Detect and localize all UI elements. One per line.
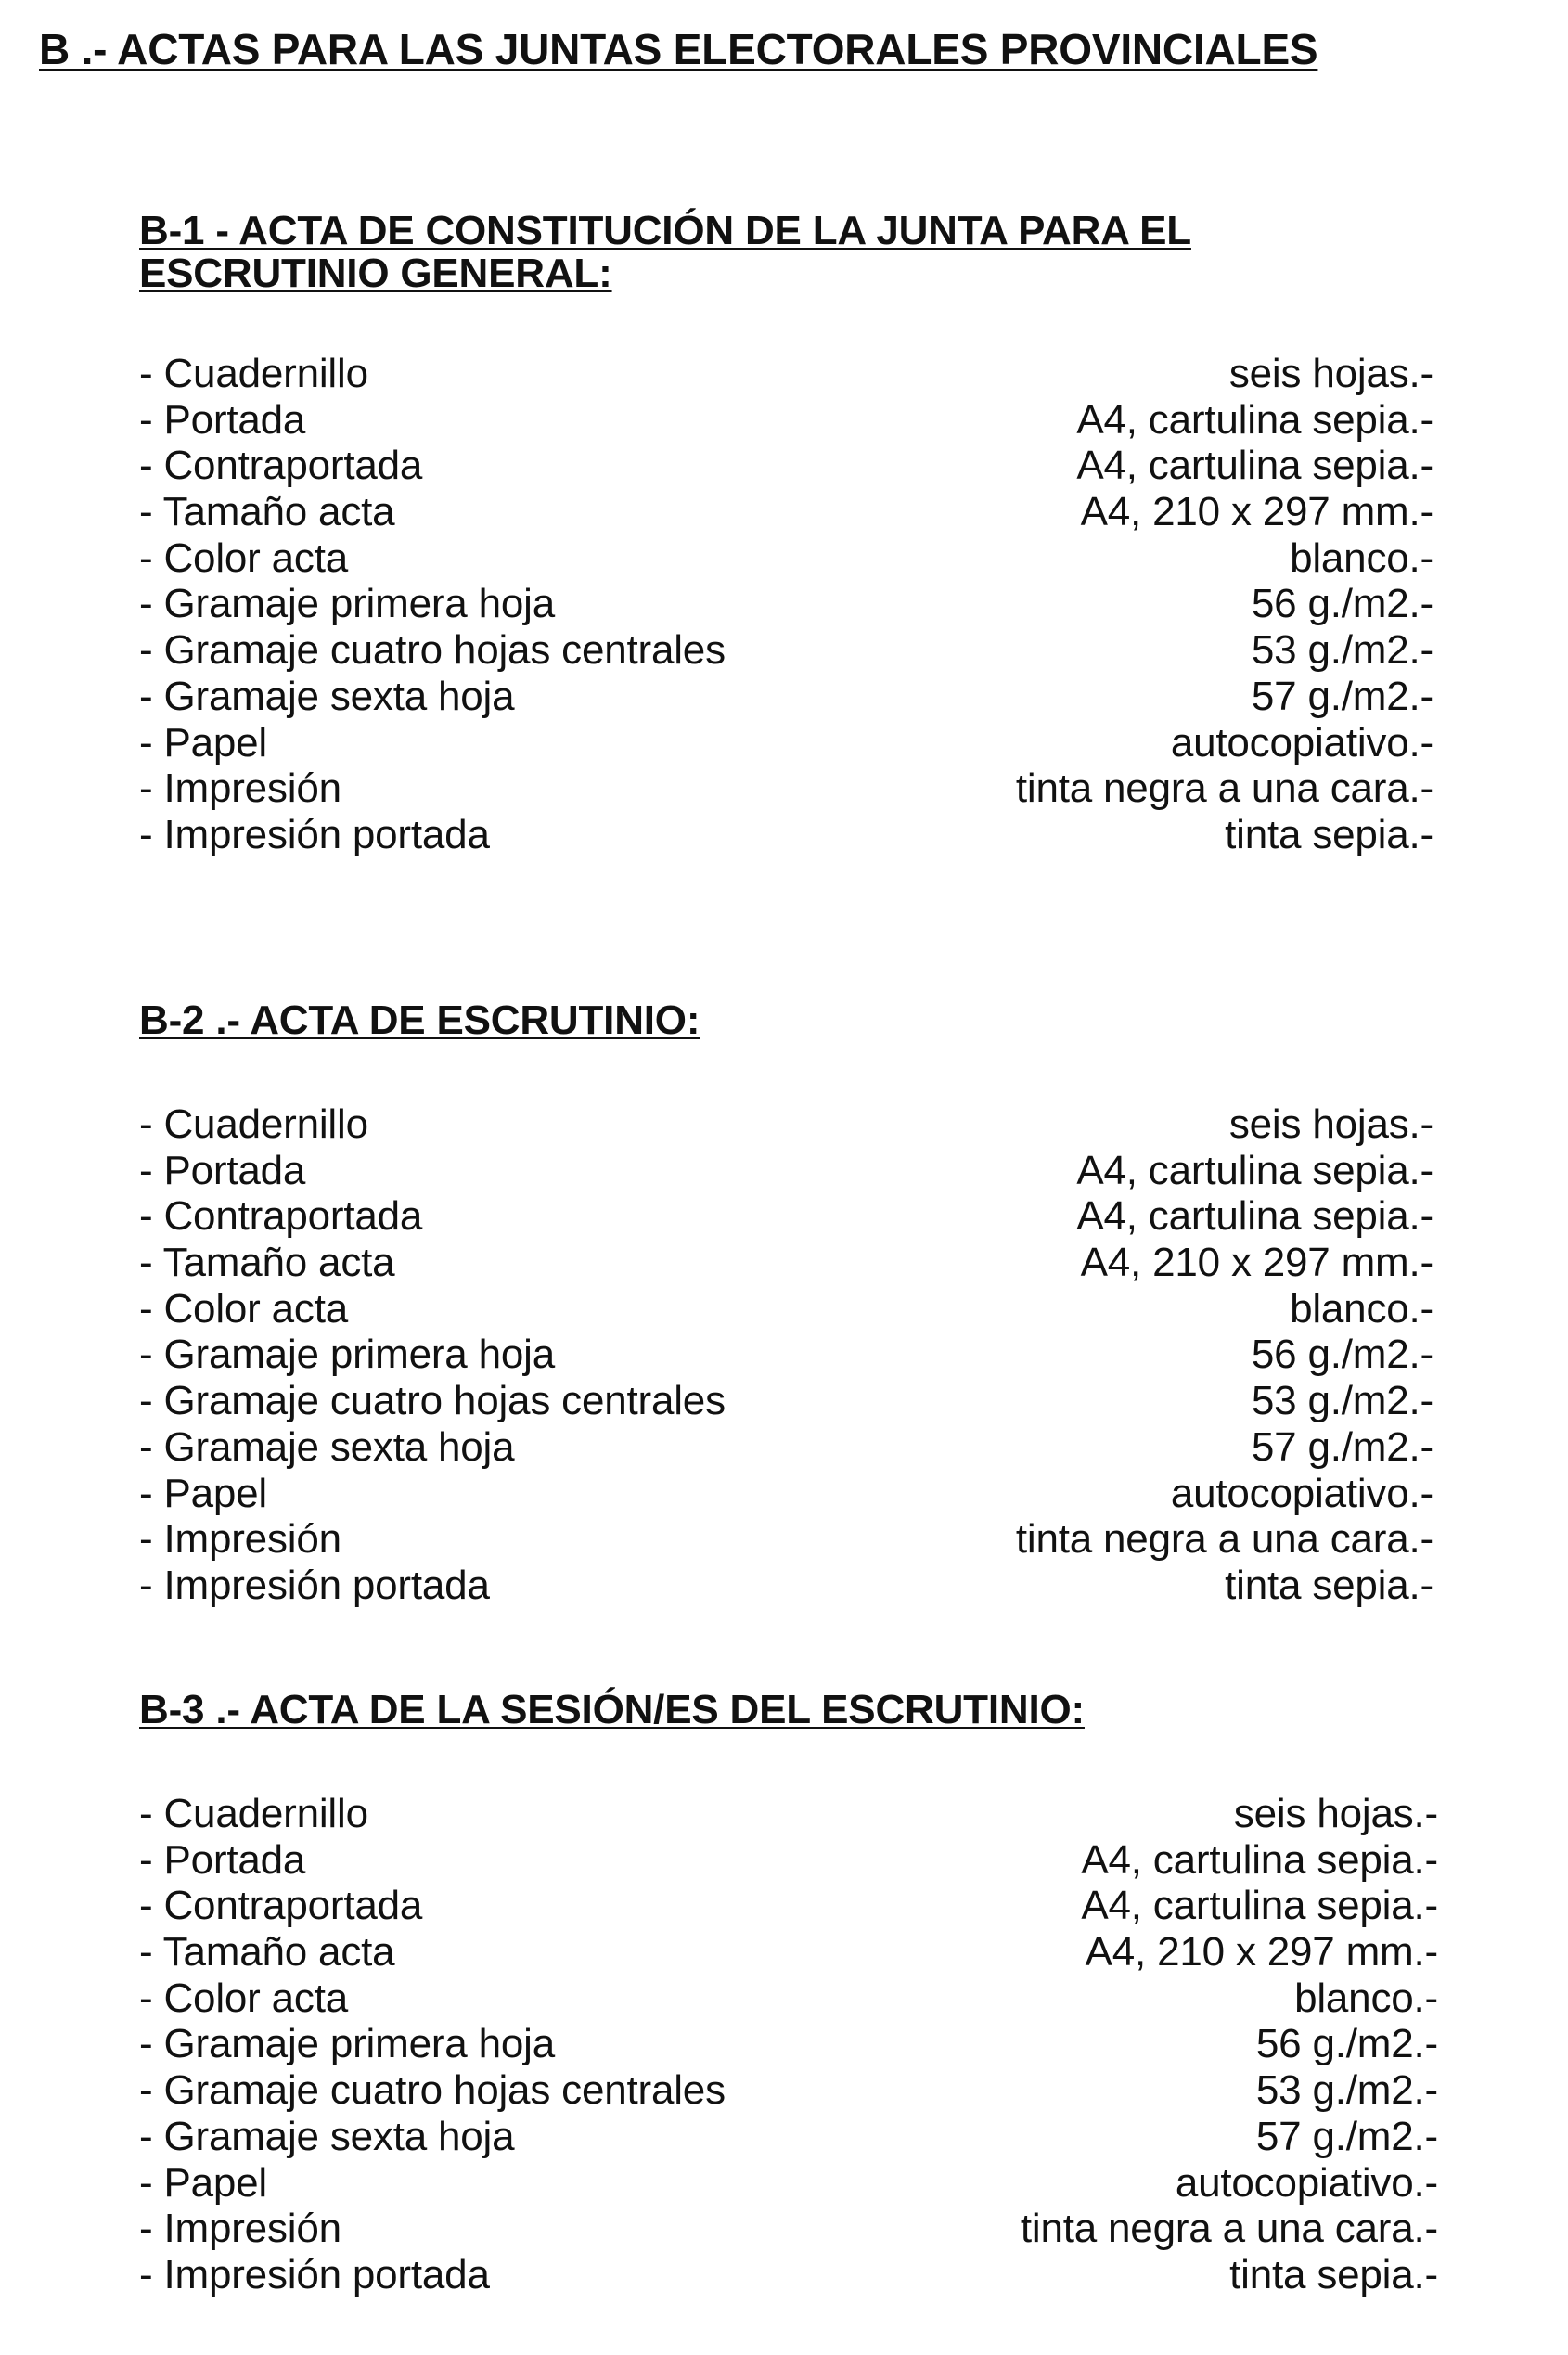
spec-label: - Gramaje sexta hoja bbox=[139, 2113, 515, 2159]
spec-label: - Cuadernillo bbox=[139, 1791, 368, 1836]
spec-value: tinta sepia.- bbox=[1225, 811, 1433, 857]
spec-row-papel bbox=[139, 2160, 1438, 2207]
spec-row-portada bbox=[139, 1148, 1433, 1194]
spec-row-impresion-portada bbox=[139, 812, 1433, 858]
spec-row-contraportada bbox=[139, 1193, 1433, 1240]
spec-value: seis hojas.- bbox=[1228, 351, 1433, 396]
spec-label: - Contraportada bbox=[139, 443, 423, 489]
spec-label: - Tamaño acta bbox=[139, 489, 395, 535]
spec-list bbox=[139, 1101, 1433, 1609]
spec-value: tinta negra a una cara.- bbox=[1015, 766, 1433, 812]
spec-label: - Impresión portada bbox=[139, 811, 490, 857]
spec-value: blanco.- bbox=[1290, 1285, 1433, 1332]
spec-label: - Impresión bbox=[139, 2206, 341, 2252]
spec-value: A4, cartulina sepia.- bbox=[1076, 443, 1433, 489]
spec-row-color-acta bbox=[139, 1286, 1433, 1332]
spec-value: 57 g./m2.- bbox=[1251, 673, 1433, 719]
spec-row-cuadernillo bbox=[139, 351, 1433, 397]
spec-list bbox=[139, 351, 1433, 858]
spec-row-gramaje-centrales bbox=[139, 1378, 1433, 1424]
section-title bbox=[139, 210, 1438, 295]
spec-value: 56 g./m2.- bbox=[1251, 1332, 1433, 1378]
spec-value: 56 g./m2.- bbox=[1251, 581, 1433, 627]
spec-label: - Color acta bbox=[139, 1285, 349, 1332]
spec-row-impresion bbox=[139, 766, 1433, 812]
spec-label: - Impresión bbox=[139, 1516, 341, 1563]
spec-row-impresion-portada bbox=[139, 1563, 1433, 1609]
spec-label: - Portada bbox=[139, 1836, 306, 1883]
spec-label: - Contraportada bbox=[139, 1193, 423, 1240]
spec-list bbox=[139, 1791, 1438, 2298]
spec-label: - Portada bbox=[139, 396, 306, 443]
spec-label: - Color acta bbox=[139, 534, 349, 581]
spec-label: - Tamaño acta bbox=[139, 1240, 395, 1286]
spec-label: - Gramaje primera hoja bbox=[139, 581, 555, 627]
spec-value: A4, cartulina sepia.- bbox=[1076, 396, 1433, 443]
section-title bbox=[139, 999, 1438, 1042]
spec-label: - Gramaje cuatro hojas centrales bbox=[139, 627, 726, 674]
spec-label: - Contraportada bbox=[139, 1883, 423, 1929]
section-b2 bbox=[139, 999, 1438, 1609]
spec-value: 53 g./m2.- bbox=[1255, 2067, 1438, 2114]
spec-label: - Gramaje sexta hoja bbox=[139, 673, 515, 719]
spec-label: - Tamaño acta bbox=[139, 1929, 395, 1975]
spec-row-contraportada bbox=[139, 443, 1433, 489]
spec-value: A4, cartulina sepia.- bbox=[1081, 1836, 1438, 1883]
spec-value: autocopiativo.- bbox=[1170, 719, 1433, 766]
spec-row-tamano-acta bbox=[139, 1929, 1438, 1975]
spec-label: - Cuadernillo bbox=[139, 1101, 368, 1147]
spec-label: - Portada bbox=[139, 1147, 306, 1193]
spec-value: 53 g./m2.- bbox=[1251, 1378, 1433, 1424]
spec-row-papel bbox=[139, 1471, 1433, 1517]
spec-label: - Gramaje cuatro hojas centrales bbox=[139, 2067, 726, 2114]
spec-value: 57 g./m2.- bbox=[1251, 1423, 1433, 1470]
spec-value: A4, cartulina sepia.- bbox=[1076, 1193, 1433, 1240]
spec-label: - Gramaje primera hoja bbox=[139, 2021, 555, 2067]
spec-label: - Papel bbox=[139, 719, 268, 766]
spec-row-tamano-acta bbox=[139, 489, 1433, 535]
spec-value: seis hojas.- bbox=[1228, 1101, 1433, 1147]
spec-row-contraportada bbox=[139, 1883, 1438, 1929]
spec-row-gramaje-sexta bbox=[139, 674, 1433, 720]
spec-label: - Papel bbox=[139, 1470, 268, 1516]
spec-value: seis hojas.- bbox=[1233, 1791, 1438, 1836]
spec-row-gramaje-sexta bbox=[139, 2114, 1438, 2160]
spec-value: A4, 210 x 297 mm.- bbox=[1080, 1240, 1433, 1286]
spec-value: 57 g./m2.- bbox=[1255, 2113, 1438, 2159]
spec-row-papel bbox=[139, 720, 1433, 766]
spec-label: - Gramaje sexta hoja bbox=[139, 1423, 515, 1470]
spec-value: A4, 210 x 297 mm.- bbox=[1085, 1929, 1438, 1975]
spec-label: - Gramaje cuatro hojas centrales bbox=[139, 1378, 726, 1424]
spec-label: - Impresión bbox=[139, 766, 341, 812]
spec-label: - Papel bbox=[139, 2159, 268, 2206]
spec-row-gramaje-centrales bbox=[139, 627, 1433, 674]
spec-value: blanco.- bbox=[1290, 534, 1433, 581]
spec-value: autocopiativo.- bbox=[1170, 1470, 1433, 1516]
spec-row-color-acta bbox=[139, 1975, 1438, 2022]
spec-row-portada bbox=[139, 397, 1433, 444]
spec-row-impresion bbox=[139, 1516, 1433, 1563]
section-title-line1: B-3 .- ACTA DE LA SESIÓN/ES DEL ESCRUTINIO: bbox=[139, 1687, 1085, 1732]
spec-value: tinta sepia.- bbox=[1225, 1562, 1433, 1608]
spec-row-impresion bbox=[139, 2206, 1438, 2252]
section-b3 bbox=[139, 1689, 1438, 2298]
section-title bbox=[139, 1689, 1438, 1731]
section-title-line1: B-2 .- ACTA DE ESCRUTINIO: bbox=[139, 997, 700, 1043]
spec-value: autocopiativo.- bbox=[1175, 2159, 1438, 2206]
spec-label: - Impresión portada bbox=[139, 1562, 490, 1608]
spec-label: - Cuadernillo bbox=[139, 351, 368, 396]
spec-value: A4, cartulina sepia.- bbox=[1081, 1883, 1438, 1929]
spec-row-color-acta bbox=[139, 535, 1433, 582]
spec-row-gramaje-centrales bbox=[139, 2067, 1438, 2114]
document-title: B .- ACTAS PARA LAS JUNTAS ELECTORALES PROVINCIALES bbox=[39, 25, 1318, 73]
spec-label: - Impresión portada bbox=[139, 2251, 490, 2297]
spec-label: - Color acta bbox=[139, 1975, 349, 2021]
spec-row-cuadernillo bbox=[139, 1101, 1433, 1148]
section-title-line1: B-1 - ACTA DE CONSTITUCIÓN DE LA JUNTA PARA EL bbox=[139, 208, 1191, 253]
spec-row-impresion-portada bbox=[139, 2252, 1438, 2298]
spec-row-gramaje-primera bbox=[139, 581, 1433, 627]
spec-value: A4, 210 x 297 mm.- bbox=[1080, 489, 1433, 535]
section-title-line2: ESCRUTINIO GENERAL: bbox=[139, 251, 612, 296]
spec-value: blanco.- bbox=[1294, 1975, 1438, 2021]
spec-value: tinta negra a una cara.- bbox=[1020, 2206, 1438, 2252]
spec-row-tamano-acta bbox=[139, 1240, 1433, 1286]
spec-row-cuadernillo bbox=[139, 1791, 1438, 1837]
spec-value: tinta sepia.- bbox=[1229, 2251, 1438, 2297]
spec-row-portada bbox=[139, 1837, 1438, 1884]
spec-label: - Gramaje primera hoja bbox=[139, 1332, 555, 1378]
spec-value: A4, cartulina sepia.- bbox=[1076, 1147, 1433, 1193]
section-b1 bbox=[139, 210, 1438, 858]
spec-value: 56 g./m2.- bbox=[1255, 2021, 1438, 2067]
spec-row-gramaje-sexta bbox=[139, 1424, 1433, 1471]
spec-value: 53 g./m2.- bbox=[1251, 627, 1433, 674]
spec-row-gramaje-primera bbox=[139, 1332, 1433, 1378]
spec-row-gramaje-primera bbox=[139, 2021, 1438, 2067]
spec-value: tinta negra a una cara.- bbox=[1015, 1516, 1433, 1563]
